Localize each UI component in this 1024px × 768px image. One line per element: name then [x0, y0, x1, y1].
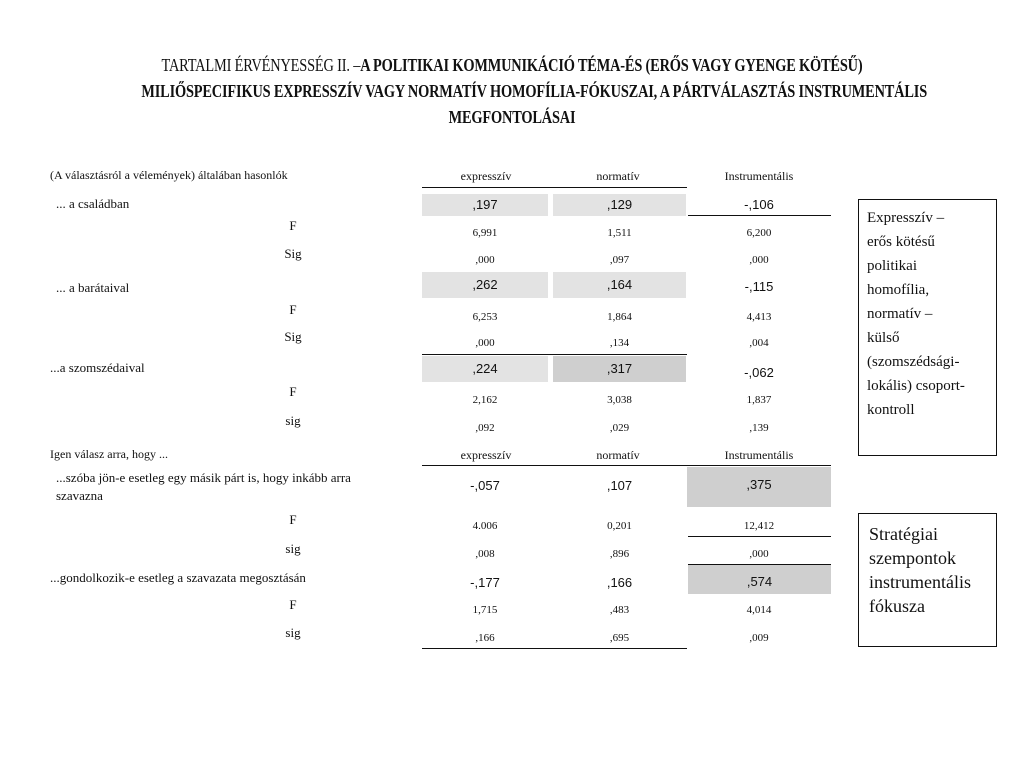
note-box-strategiai — [858, 513, 997, 647]
note-line: instrumentális — [869, 572, 971, 592]
value-cell: -,062 — [744, 365, 774, 380]
value-cell: ,197 — [422, 194, 548, 216]
row-label-csalad: ... a családban — [56, 196, 130, 211]
f-value: 6,253 — [472, 311, 498, 323]
sig-value: ,004 — [749, 337, 769, 349]
row-label-szomszed: ...a szomszédaival — [50, 360, 145, 375]
sig-value: ,166 — [475, 632, 495, 644]
f-value: 4,413 — [746, 311, 772, 323]
sig-value: ,097 — [609, 254, 630, 266]
f-value: 4,014 — [746, 604, 772, 616]
note-line: erős kötésű — [867, 234, 935, 250]
f-label: F — [289, 218, 297, 233]
value-cell: -,115 — [744, 279, 774, 294]
f-value: 1,715 — [472, 604, 498, 616]
sig-value: ,134 — [609, 337, 630, 349]
sig-value: ,896 — [609, 548, 630, 560]
value-cell: -,177 — [470, 575, 500, 590]
sig-value: ,092 — [475, 422, 495, 434]
value-cell: ,375 — [687, 467, 831, 507]
page-title — [141, 52, 928, 130]
sig-value: ,000 — [749, 254, 769, 266]
value-cell: ,224 — [422, 356, 548, 382]
f-value: 3,038 — [607, 394, 632, 406]
f-value: 12,412 — [743, 520, 775, 532]
sig-label: Sig — [284, 246, 302, 261]
rule — [422, 465, 831, 466]
f-value: 1,864 — [607, 311, 632, 323]
col-header-instrumentalis: Instrumentális — [724, 448, 794, 462]
section1-heading: (A választásról a vélemények) általában hasonlók — [50, 168, 288, 182]
f-label: F — [289, 384, 297, 399]
note-line: Expresszív – — [867, 210, 945, 226]
sig-value: ,695 — [609, 632, 630, 644]
f-label: F — [289, 302, 297, 317]
rule — [422, 648, 687, 649]
col-header-normativ: normatív — [596, 448, 640, 462]
sig-label: sig — [285, 413, 301, 428]
sig-value: ,000 — [475, 337, 495, 349]
f-value: 1,511 — [607, 227, 632, 239]
row-label-barat: ... a barátaival — [56, 280, 130, 295]
col-header-normativ: normatív — [596, 169, 640, 183]
row-label-masik-part-line1: ...szóba jön-e esetleg egy másik párt is, hogy inkább arra — [56, 470, 351, 485]
sig-value: ,008 — [475, 548, 495, 560]
value-cell: ,166 — [606, 575, 633, 590]
rule — [688, 536, 831, 537]
value-cell: ,317 — [553, 356, 686, 382]
note-line: szempontok — [869, 548, 956, 568]
f-value: 2,162 — [472, 394, 498, 406]
value-cell: ,129 — [553, 194, 686, 216]
rule — [688, 215, 831, 216]
f-label: F — [289, 597, 297, 612]
f-label: F — [289, 512, 297, 527]
col-header-expressziv: expresszív — [460, 169, 512, 183]
note-line: külső — [867, 330, 900, 346]
row-label-masik-part-line2: szavazna — [56, 488, 103, 503]
f-value: 1,837 — [746, 394, 772, 406]
note-box-expressziv — [858, 199, 997, 456]
rule — [422, 354, 687, 355]
col-header-expressziv: expresszív — [460, 448, 512, 462]
value-cell: ,262 — [422, 272, 548, 298]
sig-label: sig — [285, 625, 301, 640]
f-value: 6,991 — [472, 227, 498, 239]
rule — [422, 187, 687, 188]
value-cell: ,164 — [553, 272, 686, 298]
note-line: fókusza — [869, 596, 925, 616]
note-line: lokális) csoport- — [867, 378, 965, 394]
value-cell: ,574 — [688, 565, 831, 594]
sig-label: sig — [285, 541, 301, 556]
note-line: Stratégiai — [869, 524, 938, 544]
title-line3: MEGFONTOLÁSAI — [448, 107, 576, 127]
value-cell: -,057 — [470, 478, 500, 493]
note-line: homofília, — [867, 282, 930, 298]
f-value: 0,201 — [607, 520, 632, 532]
sig-value: ,009 — [749, 632, 769, 644]
section2-heading: Igen válasz arra, hogy ... — [50, 447, 168, 461]
sig-value: ,000 — [475, 254, 495, 266]
note-line: (szomszédsági- — [867, 354, 960, 370]
note-line: normatív – — [867, 306, 933, 322]
title-line1-bold: A POLITIKAI KOMMUNIKÁCIÓ TÉMA-ÉS (ERŐS VAGY GYENGE KÖTÉSŰ) — [360, 55, 863, 75]
col-header-instrumentalis: Instrumentális — [724, 169, 794, 183]
title-line2: MILIŐSPECIFIKUS EXPRESSZÍV VAGY NORMATÍV HOMOFÍLIA-FÓKUSZAI, A PÁRTVÁLASZTÁS INSTRUMENTÁLIS — [141, 81, 928, 101]
note-line: kontroll — [867, 402, 915, 418]
title-line1-normal: TARTALMI ÉRVÉNYESSÉG II. – — [161, 55, 361, 75]
row-label-megosztas: ...gondolkozik-e esetleg a szavazata megosztásán — [50, 570, 306, 585]
note-line: politikai — [867, 258, 917, 274]
f-value: 4.006 — [472, 520, 498, 532]
sig-value: ,000 — [749, 548, 769, 560]
sig-value: ,139 — [749, 422, 769, 434]
sig-value: ,029 — [609, 422, 630, 434]
value-cell: -,106 — [744, 197, 774, 212]
sig-label: Sig — [284, 329, 302, 344]
f-value: ,483 — [609, 604, 630, 616]
f-value: 6,200 — [746, 227, 772, 239]
value-cell: ,107 — [606, 478, 633, 493]
